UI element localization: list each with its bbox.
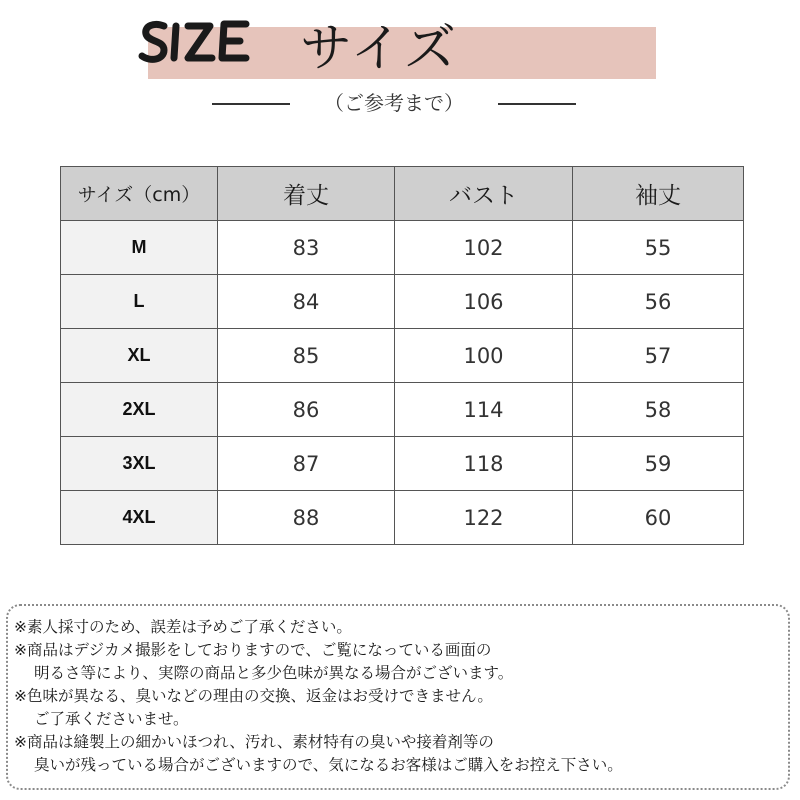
length-value: 88	[218, 491, 395, 545]
bust-value: 122	[395, 491, 573, 545]
sleeve-value: 60	[573, 491, 744, 545]
notes-box	[6, 604, 790, 790]
table-row	[61, 275, 744, 329]
note-line: ご了承くださいませ。	[34, 710, 189, 728]
bust-value: 106	[395, 275, 573, 329]
bust-value: 118	[395, 437, 573, 491]
page-title: サイズ	[300, 19, 458, 79]
size-label: 3XL	[61, 437, 218, 491]
sleeve-value: 56	[573, 275, 744, 329]
note-line: ※素人採寸のため、誤差は予めご了承ください。	[14, 618, 352, 636]
note-line: ※商品は縫製上の細かいほつれ、汚れ、素材特有の臭いや接着剤等の	[14, 733, 494, 751]
table-row	[61, 221, 744, 275]
header-size: サイズ（cm）	[61, 167, 218, 221]
table-row	[61, 383, 744, 437]
size-label: 4XL	[61, 491, 218, 545]
length-value: 87	[218, 437, 395, 491]
sleeve-value: 55	[573, 221, 744, 275]
length-value: 85	[218, 329, 395, 383]
bust-value: 100	[395, 329, 573, 383]
sleeve-value: 57	[573, 329, 744, 383]
header-sleeve: 袖丈	[573, 167, 744, 221]
note-line: ※商品はデジカメ撮影をしておりますので、ご覧になっている画面の	[14, 641, 492, 659]
size-logo	[136, 12, 256, 72]
table-row	[61, 491, 744, 545]
table-header-row	[61, 167, 744, 221]
table-row	[61, 437, 744, 491]
size-label: M	[61, 221, 218, 275]
note-line: 明るさ等により、実際の商品と多少色味が異なる場合がございます。	[34, 664, 514, 682]
sleeve-value: 58	[573, 383, 744, 437]
bust-value: 114	[395, 383, 573, 437]
size-label: 2XL	[61, 383, 218, 437]
size-label: L	[61, 275, 218, 329]
header-length: 着丈	[218, 167, 395, 221]
bust-value: 102	[395, 221, 573, 275]
sleeve-value: 59	[573, 437, 744, 491]
note-line: ※色味が異なる、臭いなどの理由の交換、返金はお受けできません。	[14, 687, 493, 705]
size-table	[60, 166, 744, 545]
size-label: XL	[61, 329, 218, 383]
subtitle-rule-left	[212, 103, 290, 105]
table-row	[61, 329, 744, 383]
length-value: 84	[218, 275, 395, 329]
subtitle: （ご参考まで）	[324, 91, 464, 115]
note-line: 臭いが残っている場合がございますので、気になるお客様はご購入をお控え下さい。	[34, 756, 623, 774]
header-bust: バスト	[395, 167, 573, 221]
length-value: 83	[218, 221, 395, 275]
subtitle-rule-right	[498, 103, 576, 105]
length-value: 86	[218, 383, 395, 437]
